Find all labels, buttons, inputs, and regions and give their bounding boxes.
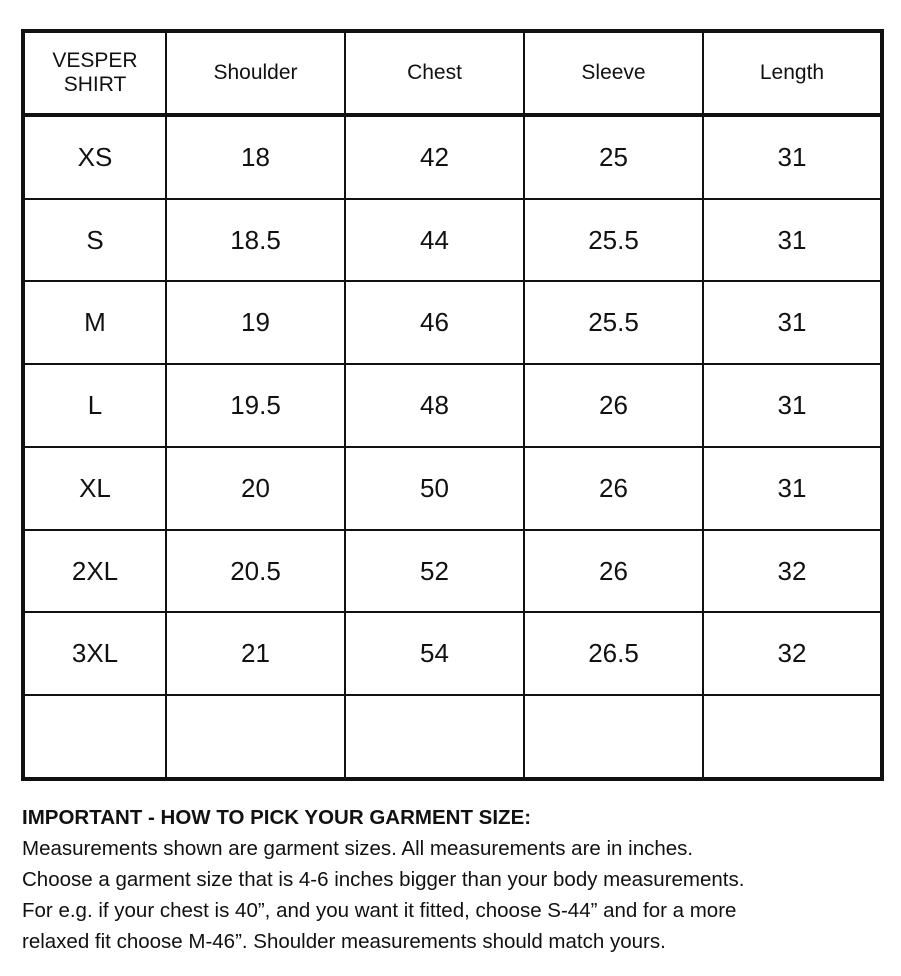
table-row (23, 530, 882, 613)
header-sleeve: Sleeve (524, 31, 703, 115)
chest-cell (345, 695, 524, 779)
table-row (23, 364, 882, 447)
chest-cell: 44 (345, 199, 524, 282)
chest-cell: 50 (345, 447, 524, 530)
chest-cell: 52 (345, 530, 524, 613)
notes-line: Choose a garment size that is 4-6 inches bigger than your body measurements. (22, 868, 745, 891)
length-cell: 31 (703, 115, 882, 199)
shoulder-cell: 21 (166, 612, 345, 695)
size-cell: 2XL (23, 530, 166, 613)
header-length: Length (703, 31, 882, 115)
header-shoulder: Shoulder (166, 31, 345, 115)
shoulder-cell: 19.5 (166, 364, 345, 447)
shoulder-cell: 20.5 (166, 530, 345, 613)
sleeve-cell: 26 (524, 447, 703, 530)
sleeve-cell: 25.5 (524, 281, 703, 364)
sleeve-cell: 26.5 (524, 612, 703, 695)
length-cell: 31 (703, 447, 882, 530)
table-row (23, 281, 882, 364)
chest-cell: 48 (345, 364, 524, 447)
sleeve-cell: 26 (524, 364, 703, 447)
notes-line: Measurements shown are garment sizes. All measurements are in inches. (22, 837, 694, 860)
length-cell: 32 (703, 612, 882, 695)
sleeve-cell (524, 695, 703, 779)
shoulder-cell: 20 (166, 447, 345, 530)
size-cell: L (23, 364, 166, 447)
table-row (23, 447, 882, 530)
size-cell: XS (23, 115, 166, 199)
table-row-empty (23, 695, 882, 779)
chest-cell: 46 (345, 281, 524, 364)
table-row (23, 199, 882, 282)
sleeve-cell: 25 (524, 115, 703, 199)
sleeve-cell: 25.5 (524, 199, 703, 282)
sleeve-cell: 26 (524, 530, 703, 613)
size-cell: XL (23, 447, 166, 530)
size-cell: S (23, 199, 166, 282)
notes-line: For e.g. if your chest is 40”, and you want it fitted, choose S-44” and for a more (22, 899, 737, 922)
table-header-row (23, 31, 882, 115)
header-product-name: VESPER SHIRT (23, 31, 166, 115)
chest-cell: 54 (345, 612, 524, 695)
size-cell (23, 695, 166, 779)
header-chest: Chest (345, 31, 524, 115)
notes-heading: IMPORTANT - HOW TO PICK YOUR GARMENT SIZE: (22, 806, 532, 829)
size-cell: 3XL (23, 612, 166, 695)
shoulder-cell: 18 (166, 115, 345, 199)
size-guide-notes (22, 802, 882, 957)
table-row (23, 612, 882, 695)
length-cell: 31 (703, 281, 882, 364)
length-cell: 31 (703, 364, 882, 447)
shoulder-cell: 19 (166, 281, 345, 364)
notes-line: relaxed fit choose M-46”. Shoulder measurements should match yours. (22, 930, 666, 953)
length-cell (703, 695, 882, 779)
length-cell: 32 (703, 530, 882, 613)
size-chart-table (21, 29, 884, 781)
length-cell: 31 (703, 199, 882, 282)
shoulder-cell (166, 695, 345, 779)
chest-cell: 42 (345, 115, 524, 199)
size-cell: M (23, 281, 166, 364)
shoulder-cell: 18.5 (166, 199, 345, 282)
table-row (23, 115, 882, 199)
